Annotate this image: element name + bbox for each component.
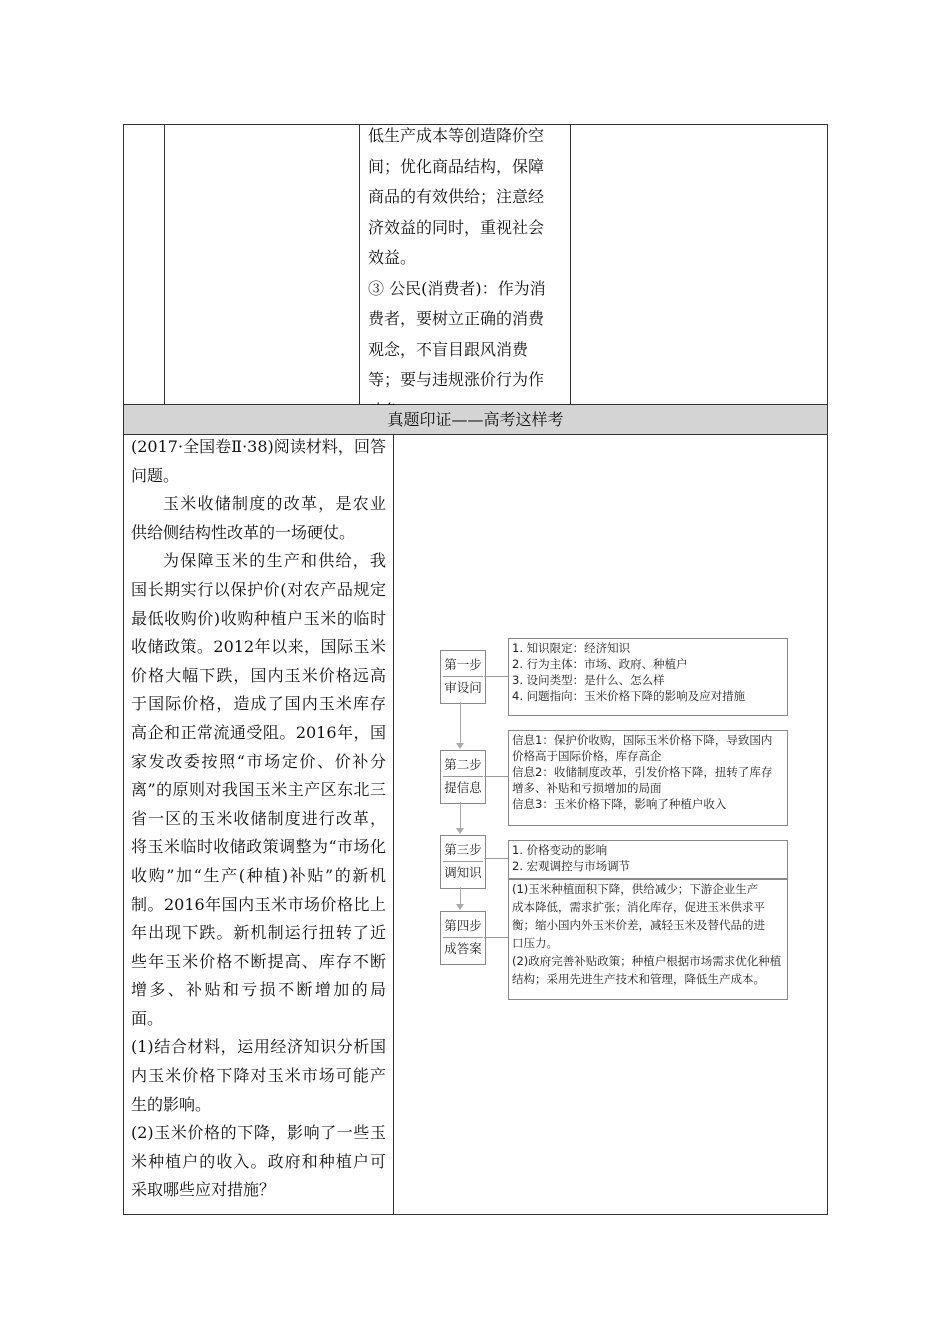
detail-line: (1)玉米种植面积下降，供给减少；下游企业生产: [512, 882, 759, 896]
detail-line: 1. 知识限定：经济知识: [512, 641, 631, 655]
section-banner: [124, 405, 827, 434]
detail-line: 2. 行为主体：市场、政府、种植户: [512, 657, 688, 671]
step-detail-box-3: [508, 840, 788, 880]
step-number: 第三步: [444, 842, 482, 857]
detail-line: 衡；缩小国内外玉米价差，减轻玉米及替代品的进: [512, 918, 765, 932]
detail-line: 4. 问题指向：玉米价格下降的影响及应对措施: [512, 689, 746, 703]
step-name: 提信息: [444, 780, 482, 795]
table-left-border: [123, 124, 124, 1215]
detail-line: 口压力。: [512, 936, 558, 950]
detail-line: 信息1：保护价收购，国际玉米价格下降，导致国内: [512, 733, 773, 747]
text-line: 间；优化商品结构，保障: [368, 156, 545, 176]
text-line: 等；要与违规涨价行为作: [368, 370, 545, 389]
detail-line: 信息3：玉米价格下降，影响了种植户收入: [512, 797, 727, 811]
text-line: 费者，要树立正确的消费: [368, 309, 545, 328]
text-line: 低生产成本等创造降价空: [368, 126, 545, 145]
step-box-1: [440, 650, 486, 704]
down-arrow-icon: [460, 887, 461, 909]
connector-line: [484, 776, 508, 777]
step-name: 审设问: [444, 680, 482, 695]
detail-line: 1. 价格变动的影响: [512, 843, 608, 857]
step-box-2: [440, 750, 486, 804]
detail-line: 信息2：收储制度改革，引发价格下降，扭转了库存: [512, 765, 773, 779]
question-cell: [131, 433, 386, 1205]
step-number: 第四步: [444, 918, 482, 933]
text-line: ③ 公民(消费者)：作为消: [368, 278, 546, 298]
detail-line: 增多、补贴和亏损增加的局面: [512, 781, 662, 795]
detail-line: (2)政府完善补贴政策；种植户根据市场需求优化种植: [512, 954, 782, 968]
connector-line: [484, 937, 508, 938]
detail-line: 结构；采用先进生产技术和管理，降低生产成本。: [512, 972, 765, 986]
detail-line: 成本降低，需求扩张；消化库存，促进玉米供求平: [512, 900, 765, 914]
connector-line: [484, 676, 508, 677]
step-box-3: [440, 835, 486, 889]
step-name: 调知识: [444, 865, 482, 880]
detail-line: 价格高于国际价格，库存高企: [512, 749, 662, 763]
col-divider-3: [570, 124, 571, 404]
step-detail-box-1: [508, 638, 788, 716]
text-line: 商品的有效供给；注意经: [368, 187, 545, 206]
material-paragraph: 为保障玉米的生产和供给，我国长期实行以保护价(对农产品规定最低收购价)收购种植户玉米的临时收储政策。2012年以来，国际玉米价格大幅下跌，国内玉米价格远高于国际价格，造成了国内玉米库存高企和正常流通受阻。2016年，国家发改委按照“市场定价、价补分离”的原则对我国玉米主产区东北三省一区的玉米收储制度进行改革，将玉米临时收储政策调整为“市场化收购”加“生产(种植)补贴”的新机制。2016年国内玉米市场价格比上年出现下跌。新机制运行扭转了近些年玉米价格不断提高、库存不断增多、补贴和亏损不断增加的局面。: [131, 551, 386, 1028]
text-line: 观念，不盲目跟风消费: [368, 339, 529, 359]
step-box-4: [440, 911, 486, 965]
text-line: 效益。: [368, 248, 417, 267]
down-arrow-icon: [460, 802, 461, 833]
down-arrow-icon: [460, 702, 461, 748]
measures-cell: [368, 121, 564, 426]
step-detail-box-2: [508, 730, 788, 826]
question-part-1: (1)结合材料，运用经济知识分析国内玉米价格下降对玉米市场可能产生的影响。: [131, 1037, 386, 1114]
banner-title: 真题印证——高考这样考: [387, 410, 564, 429]
col-divider-question: [393, 434, 394, 1214]
text-line: 济效益的同时，重视社会: [368, 217, 545, 237]
step-number: 第一步: [444, 657, 482, 672]
question-part-2: (2)玉米价格的下降，影响了一些玉米种植户的收入。政府和种植户可采取哪些应对措施？: [131, 1123, 386, 1200]
col-divider-2: [359, 124, 360, 404]
material-paragraph: 玉米收储制度的改革，是农业供给侧结构性改革的一场硬仗。: [131, 494, 386, 542]
step-number: 第二步: [444, 757, 482, 772]
detail-line: 3. 设问类型：是什么、怎么样: [512, 673, 665, 687]
step-name: 成答案: [444, 941, 482, 956]
question-source: (2017·全国卷Ⅱ·38)阅读材料，回答问题。: [131, 437, 386, 485]
table-right-border: [827, 124, 828, 1215]
col-divider-1: [164, 124, 165, 404]
table-bottom-border: [123, 1214, 828, 1215]
connector-line: [484, 858, 508, 859]
detail-line: 2. 宏观调控与市场调节: [512, 859, 631, 873]
step-detail-box-4: [508, 878, 788, 1000]
